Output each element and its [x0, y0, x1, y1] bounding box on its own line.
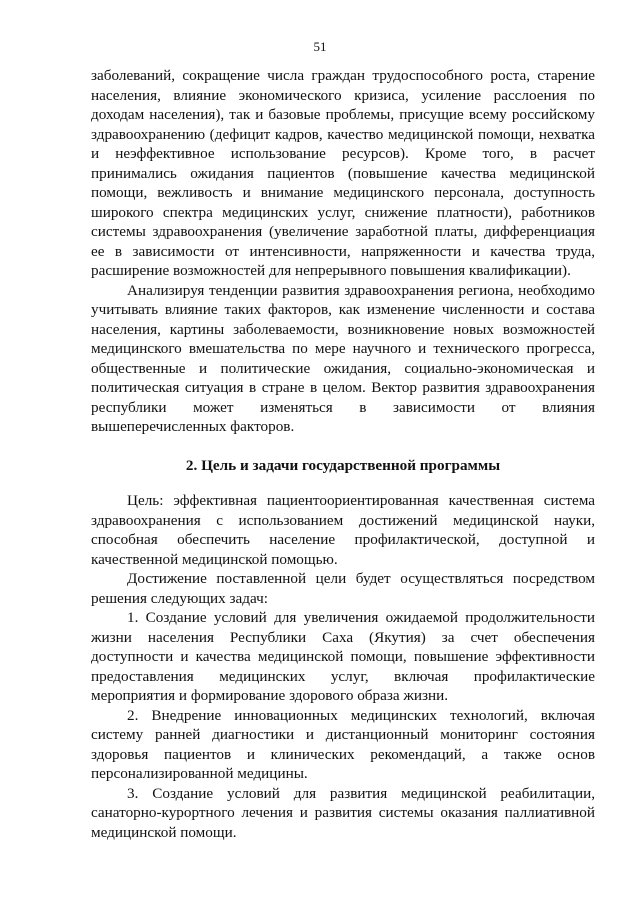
- task-item-2: 2. Внедрение инновационных медицинских технологий, включая систему ранней диагностики и дистанционный мониторинг состояния здоровья пациентов и клинических рекомендаций, а также основ персонализированной медицины.: [91, 706, 595, 782]
- section-goals-text: [91, 491, 595, 842]
- paragraph-goal: Цель: эффективная пациентоориентированная качественная система здравоохранения с использованием достижений медицинской науки, способная обеспечить население профилактической, доступной и качественной медицинской помощью.: [91, 492, 595, 568]
- task-item-1: 1. Создание условий для увеличения ожидаемой продолжительности жизни населения Республики Саха (Якутия) за счет обеспечения доступности и качества медицинской помощи, повышение эффективности предоставления медицинских услуг, включая профилактические мероприятия и формирование здорового образа жизни.: [91, 609, 595, 704]
- task-item-3: 3. Создание условий для развития медицинской реабилитации, санаторно-курортного лечения и развития системы оказания паллиативной медицинской помощи.: [91, 784, 595, 841]
- paragraph-continuation: заболеваний, сокращение числа граждан трудоспособного роста, старение населения, влияние экономического кризиса, усиление расслоения по доходам населения), так и базовые проблемы, присущие всему российскому здравоохранению (дефицит кадров, качество медицинской помощи, нехватка и неэффективное использование ресурсов). Кроме того, в расчет принимались ожидания пациентов (повышение качества медицинской помощи, вежливость и внимание медицинского персонала, доступность широкого спектра медицинских услуг, снижение платности), работников системы здравоохранения (увеличение заработной платы, дифференциация ее в зависимости от интенсивности, напряженности и качества труда, расширение возможностей для непрерывного повышения квалификации).: [91, 67, 595, 279]
- section-heading: 2. Цель и задачи государственной программы: [185, 457, 501, 474]
- paragraph-tasks-intro: Достижение поставленной цели будет осуществляться посредством решения следующих задач:: [91, 570, 595, 607]
- paragraph-trends-analysis: Анализируя тенденции развития здравоохранения региона, необходимо учитывать влияние таких факторов, как изменение численности и состава населения, картины заболеваемости, возникновение новых возможностей медицинского вмешательства по мере научного и технического прогресса, общественные и политические ожидания, социально-экономическая и политическая ситуация в стране в целом. Вектор развития здравоохранения республики может изменяться в зависимости от влияния вышеперечисленных факторов.: [91, 281, 595, 435]
- page-number: 51: [313, 39, 327, 54]
- section-context-text: [91, 66, 595, 437]
